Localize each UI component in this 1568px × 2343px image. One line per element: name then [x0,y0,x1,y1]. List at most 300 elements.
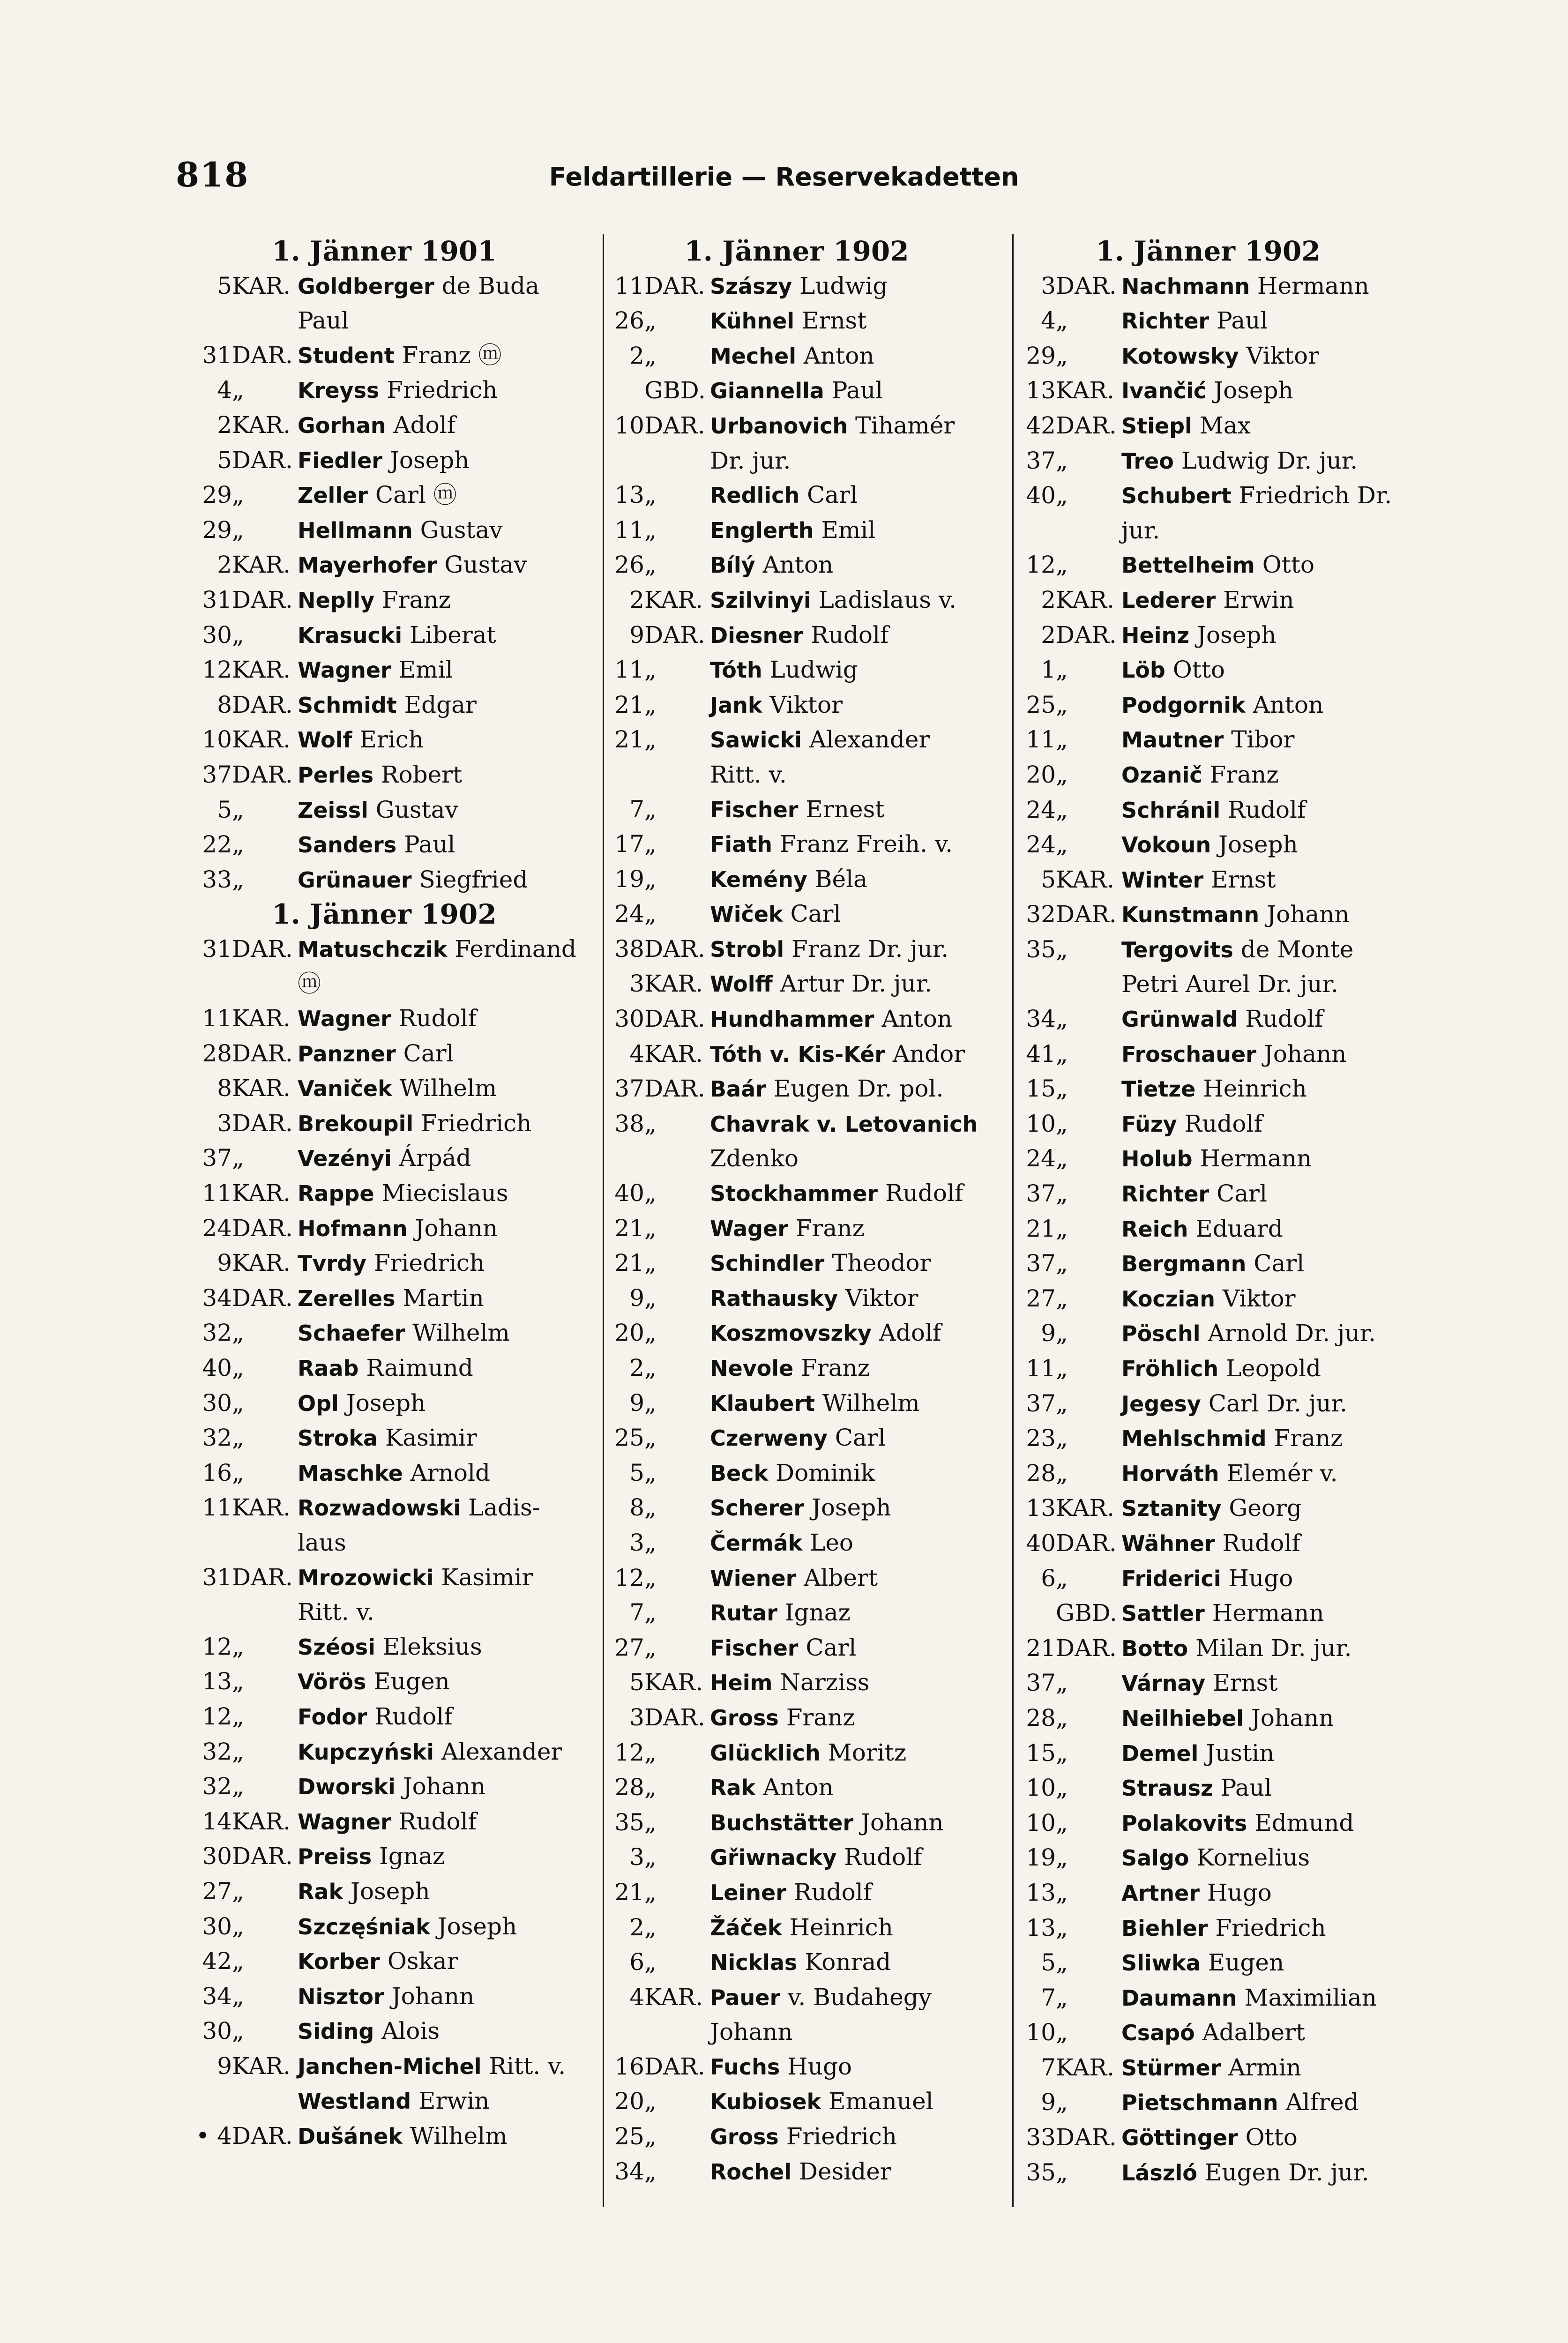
entry-given-name: Otto [1254,551,1315,579]
entry-given-name: Carl [1209,1180,1267,1208]
entry-number: 10 [1026,1809,1056,1836]
entry-surname: Mechel [710,343,796,369]
entry-name [1121,2051,1400,2086]
entry-surname: Strausz [1121,1776,1213,1801]
entry-surname: Žáček [710,1915,782,1940]
entry-given-name: Franz ⓜ [394,341,502,369]
entry-unit: „ [232,831,244,858]
entry-given-name: Anton [874,1005,953,1033]
entry-given-name: Anton [796,342,874,369]
entry-number: 32 [202,1773,232,1800]
entry-number: 30 [202,1389,232,1417]
entry-unit: „ [1056,1250,1068,1277]
roster-entry [605,1875,989,1910]
entry-unit: „ [1056,1949,1068,1977]
entry-unit: „ [1056,691,1068,718]
entry-unit: KAR. [644,970,703,998]
entry-given-name: Paul [824,377,883,404]
roster-entry [192,583,576,618]
entry-name [710,688,989,723]
entry-surname: Sliwka [1121,1950,1201,1976]
entry-unit: DAR. [1056,411,1117,439]
entry-surname: Vörös [298,1669,366,1695]
entry-name [710,1561,989,1596]
entry-name [710,1281,989,1316]
entry-given-name: Miecislaus [374,1179,508,1207]
roster-entry [192,1456,576,1491]
entry-surname: Wagner [298,657,391,683]
entry-surname: Buchstätter [710,1810,854,1836]
entry-surname: Perles [298,762,373,788]
roster-entry [605,409,989,444]
entry-given-name: Friedrich Dr. [1231,482,1392,509]
entry-number: 5 [629,1669,644,1696]
entry-unit: „ [1056,726,1068,754]
entry-surname: Rochel [710,2159,792,2185]
entry-unit: „ [644,726,657,754]
entry-name [298,1141,576,1176]
entry-given-name: Hermann [1192,1145,1312,1172]
entry-number: 37 [614,1075,644,1103]
roster-entry [1016,1316,1400,1351]
entry-number: 27 [202,1877,232,1905]
entry-unit: KAR. [644,1983,703,2011]
roster-entry [605,792,989,828]
entry-name [298,1386,576,1421]
entry-given-name: Paul [396,831,455,858]
entry-surname: Grünwald [1121,1007,1238,1032]
roster-entry [605,1107,989,1142]
entry-given-name: Alexander [802,726,930,754]
entry-number: 27 [614,1634,644,1661]
roster-entry [605,618,989,653]
entry-given-name: Gustav [437,551,527,579]
entry-given-name: Rudolf [391,1807,477,1835]
entry-continuation-text: laus [298,1529,346,1556]
entry-unit: „ [1056,1809,1068,1836]
entry-given-name: Carl [799,481,858,509]
entry-number: 29 [1026,342,1056,369]
entry-unit: „ [232,1773,244,1800]
entry-unit: „ [644,1319,657,1347]
entry-given-name: Joseph [1189,621,1277,649]
entry-given-name: Tibor [1224,726,1295,754]
running-head: Feldartillerie — Reservekadetten [549,162,1019,192]
roster-entry [605,1631,989,1666]
entry-unit: DAR. [644,621,705,649]
entry-unit: „ [232,796,244,823]
entry-given-name: Rudolf [878,1179,963,1207]
entry-surname: Rak [710,1775,756,1801]
entry-surname: Beck [710,1460,769,1486]
entry-name [710,2119,989,2155]
entry-number: 21 [614,726,644,754]
entry-name [298,1769,576,1805]
entry-name [710,1072,989,1107]
entry-number: 15 [1026,1075,1056,1103]
entry-number: 5 [1041,866,1056,893]
roster-entry [192,1560,576,1596]
entry-number: • 4 [195,2122,232,2150]
entry-surname: Wiček [710,902,783,927]
entry-name [710,304,989,339]
entry-number: 16 [202,1459,232,1486]
entry-number: 35 [1026,2158,1056,2186]
entry-surname: Neilhiebel [1121,1705,1244,1731]
roster-entry [605,2084,989,2119]
entry-number: 38 [614,1110,644,1137]
entry-surname: Englerth [710,517,814,543]
entry-surname: Gross [710,2124,779,2150]
entry-number: 28 [1026,1459,1056,1487]
roster-entry [192,1421,576,1456]
entry-number: 8 [629,1494,644,1522]
entry-unit: DAR. [232,691,293,718]
entry-number: 28 [1026,1704,1056,1731]
roster-entry [1016,1002,1400,1037]
entry-given-name: Adalbert [1195,2019,1306,2046]
entry-name [1121,1946,1400,1981]
entry-number: 11 [1026,726,1056,754]
section-heading: 1. Jänner 1902 [1096,235,1321,267]
entry-name [1121,583,1400,618]
roster-entry [1016,828,1400,863]
entry-number: 34 [1026,1005,1056,1033]
roster-entry [605,688,989,723]
entry-surname: Čermák [710,1530,803,1556]
entry-number: 30 [202,1843,232,1870]
entry-name [1121,1981,1400,2016]
entry-number: 20 [614,1319,644,1347]
entry-name [1121,793,1400,828]
entry-surname: Botto [1121,1635,1188,1661]
entry-number: 37 [202,761,232,788]
entry-name [710,1351,989,1386]
entry-continuation-text: Johann [710,2018,793,2046]
roster-entry [192,828,576,863]
entry-surname: Göttinger [1121,2125,1238,2151]
entry-surname: Ivančić [1121,378,1207,404]
entry-surname: Richter [1121,1181,1210,1207]
entry-number: 4 [629,1040,644,1067]
entry-unit: „ [232,481,244,509]
entry-surname: Gřiwnacky [710,1845,837,1871]
entry-unit: DAR. [232,2122,293,2150]
roster-entry [605,1561,989,1596]
entry-number: 5 [1041,1949,1056,1977]
roster-entry [192,513,576,548]
roster-entry [1016,653,1400,688]
entry-number: 40 [1026,1529,1056,1557]
entry-surname: Fuchs [710,2054,780,2080]
roster-entry [192,1246,576,1281]
entry-given-name: Ludwig Dr. jur. [1173,447,1358,474]
entry-unit: „ [644,1214,657,1242]
roster-entry [192,2119,576,2154]
entry-name [710,792,989,828]
entry-unit: KAR. [232,1807,291,1835]
entry-unit: „ [1056,1215,1068,1242]
entry-name [1121,1701,1400,1736]
entry-surname: Zeller [298,483,368,508]
entry-surname: Várnay [1121,1671,1206,1696]
entry-number: 12 [202,1633,232,1660]
entry-surname: Kühnel [710,308,795,334]
entry-surname: Artner [1121,1880,1200,1906]
entry-number: 24 [614,900,644,928]
roster-entry [192,1910,576,1945]
entry-given-name: Carl [396,1039,454,1067]
entry-number: 10 [202,726,232,754]
roster-entry [605,513,989,548]
entry-surname: Preiss [298,1844,372,1870]
entry-number: 5 [217,272,232,299]
entry-unit: KAR. [232,1179,291,1207]
roster-entry [192,1700,576,1735]
entry-surname: Hofmann [298,1216,408,1241]
roster-entry [605,1770,989,1806]
entry-given-name: Arnold Dr. jur. [1200,1320,1376,1347]
entry-given-name: Milan Dr. jur. [1188,1634,1352,1662]
entry-surname: Koszmovszky [710,1321,872,1346]
entry-unit: „ [1056,1704,1068,1731]
entry-name [1121,548,1400,583]
entry-surname: Diesner [710,622,804,648]
entry-unit: „ [644,900,657,928]
entry-given-name: Hermann [1204,1599,1324,1627]
roster-entry [192,723,576,758]
entry-unit: „ [1056,1844,1068,1872]
roster-entry [192,1001,576,1037]
entry-surname: Matuschczik [298,936,448,962]
entry-name [710,2155,989,2190]
entry-number: 24 [202,1214,232,1242]
entry-given-name: Elemér v. [1219,1459,1338,1487]
roster-entry [1016,1701,1400,1736]
entry-name [298,723,576,758]
roster-entry [192,2014,576,2049]
entry-continuation [1016,514,1400,548]
entry-unit: „ [232,1389,244,1417]
entry-name [1121,1491,1400,1526]
entry-name [298,1664,576,1700]
roster-entry [192,1037,576,1072]
entry-unit: „ [644,1774,657,1801]
entry-number: 7 [629,1599,644,1627]
entry-given-name: Theodor [824,1249,931,1277]
entry-given-name: Heinrich [782,1913,893,1941]
entry-given-name: Tihamér [848,411,955,439]
roster-entry [1016,793,1400,828]
roster-entry [192,478,576,513]
roster-entry [1016,1631,1400,1666]
entry-unit: KAR. [232,656,291,684]
entry-unit: „ [232,1319,244,1347]
roster-entry [192,338,576,373]
entry-given-name: Rudolf [1238,1005,1323,1033]
entry-number: 10 [1026,2019,1056,2046]
entry-given-name: Rudolf [786,1878,872,1906]
entry-name [1121,1072,1400,1107]
entry-unit: „ [1056,1180,1068,1208]
entry-unit: „ [1056,1110,1068,1137]
entry-unit: „ [1056,1879,1068,1906]
entry-given-name: Viktor [837,1284,918,1312]
entry-surname: Wolff [710,971,773,997]
roster-entry [192,1211,576,1246]
entry-name [710,1945,989,1980]
entry-number: 13 [614,481,644,509]
entry-name [298,1211,576,1246]
entry-surname: Czerweny [710,1425,828,1451]
entry-given-name: Robert [373,761,463,788]
entry-given-name: Carl Dr. jur. [1201,1389,1347,1417]
entry-unit: KAR. [1056,866,1114,893]
entry-name [298,1456,576,1491]
entry-given-name: Joseph [430,1912,517,1940]
entry-surname: Fodor [298,1704,367,1730]
entry-surname: Nevole [710,1356,794,1381]
roster-entry [1016,1561,1400,1597]
entry-name [710,1211,989,1246]
entry-given-name: Franz [1266,1425,1343,1452]
entry-surname: Neplly [298,587,375,613]
entry-surname: Rutar [710,1600,777,1626]
roster-entry [605,827,989,862]
entry-surname: Ozanič [1121,762,1202,788]
entry-continuation-text: Ritt. v. [710,761,787,788]
entry-name [710,583,989,618]
entry-given-name: Narziss [772,1669,870,1696]
entry-given-name: Franz [788,1214,865,1242]
entry-unit: DAR. [232,1563,293,1591]
entry-number: 37 [1026,1389,1056,1417]
roster-entry [605,583,989,618]
entry-name [298,1560,576,1596]
entry-number: 7 [629,795,644,823]
entry-number: 25 [1026,691,1056,718]
entry-name [298,932,576,967]
entry-number: 34 [202,1982,232,2010]
entry-surname: Holub [1121,1146,1193,1172]
entry-name [1121,1876,1400,1911]
entry-surname: Tvrdy [298,1251,366,1276]
roster-entry [605,269,989,304]
roster-entry [1016,1421,1400,1456]
entry-surname: Wagner [298,1006,391,1032]
entry-name [710,1980,989,2015]
roster-entry [1016,1246,1400,1282]
entry-surname: Bettelheim [1121,552,1255,578]
entry-number: 9 [629,1389,644,1417]
entry-unit: „ [232,2017,244,2045]
entry-name [710,1631,989,1666]
entry-surname: Giannella [710,378,824,404]
entry-unit: „ [644,656,657,684]
roster-entry [605,1806,989,1841]
entry-continuation-text: Zdenko [710,1145,799,1172]
entry-given-name: Edgar [396,691,477,718]
entry-given-name: Viktor [1239,342,1319,369]
entry-given-name: Carl [783,900,841,928]
entry-continuation [605,2015,989,2050]
entry-number: 11 [614,656,644,684]
entry-name [298,2119,576,2154]
roster-entry [1016,1841,1400,1876]
entry-number: 10 [1026,1110,1056,1137]
entry-surname: Mehlschmid [1121,1426,1267,1452]
roster-entry [1016,1282,1400,1317]
entry-given-name: Emil [391,656,453,684]
entry-given-name: Johann [384,1982,475,2010]
entry-continuation [192,967,576,1001]
entry-name [1121,2156,1400,2191]
entry-number: 2 [1041,621,1056,649]
entry-number: 9 [217,1249,232,1277]
entry-given-name: Adolf [386,411,456,439]
entry-unit: „ [644,1459,657,1486]
roster-entry [192,793,576,828]
roster-column-1 [192,234,576,2154]
entry-given-name: Otto [1238,2124,1298,2151]
entry-unit: „ [1056,2089,1068,2116]
entry-given-name: Árpád [391,1144,471,1172]
entry-unit: „ [232,1912,244,1940]
entry-unit: „ [1056,1075,1068,1103]
roster-entry [192,443,576,478]
entry-number: 13 [1026,377,1056,404]
entry-unit: „ [644,307,657,335]
entry-unit: DAR. [232,1109,293,1137]
entry-surname: Wagner [298,1809,391,1835]
entry-given-name: Raimund [358,1354,473,1381]
entry-number: 25 [614,1424,644,1452]
entry-surname: Podgornik [1121,692,1246,718]
entry-surname: Koczian [1121,1286,1216,1312]
entry-surname: Klaubert [710,1390,815,1416]
entry-unit: KAR. [1056,377,1114,404]
roster-entry [1016,723,1400,758]
entry-given-name: Carl [798,1634,857,1661]
entry-name [710,1770,989,1806]
entry-given-name: Friedrich [379,376,498,404]
entry-unit: KAR. [232,411,291,439]
entry-surname: Nachmann [1121,273,1250,299]
entry-unit: DAR. [232,935,293,963]
entry-unit: „ [232,1668,244,1695]
roster-entry [192,269,576,304]
entry-unit: „ [232,621,244,649]
entry-given-name: de Buda [434,272,539,299]
entry-surname: Stockhammer [710,1181,878,1207]
roster-entry [192,758,576,793]
entry-number: 20 [614,2088,644,2115]
entry-unit: DAR. [1056,901,1117,928]
entry-unit: „ [1056,1320,1068,1347]
entry-surname: Schaefer [298,1321,405,1346]
entry-surname: Tergovits [1121,937,1233,963]
roster-entry [605,1281,989,1316]
roster-entry [605,1176,989,1211]
entry-name [710,723,989,758]
entry-name [1121,653,1400,688]
entry-number: 12 [202,1702,232,1730]
entry-given-name: Emil [814,516,876,544]
roster-entry [1016,373,1400,409]
entry-number: 5 [217,796,232,823]
column-divider [1012,234,1014,2207]
entry-continuation [192,304,576,338]
